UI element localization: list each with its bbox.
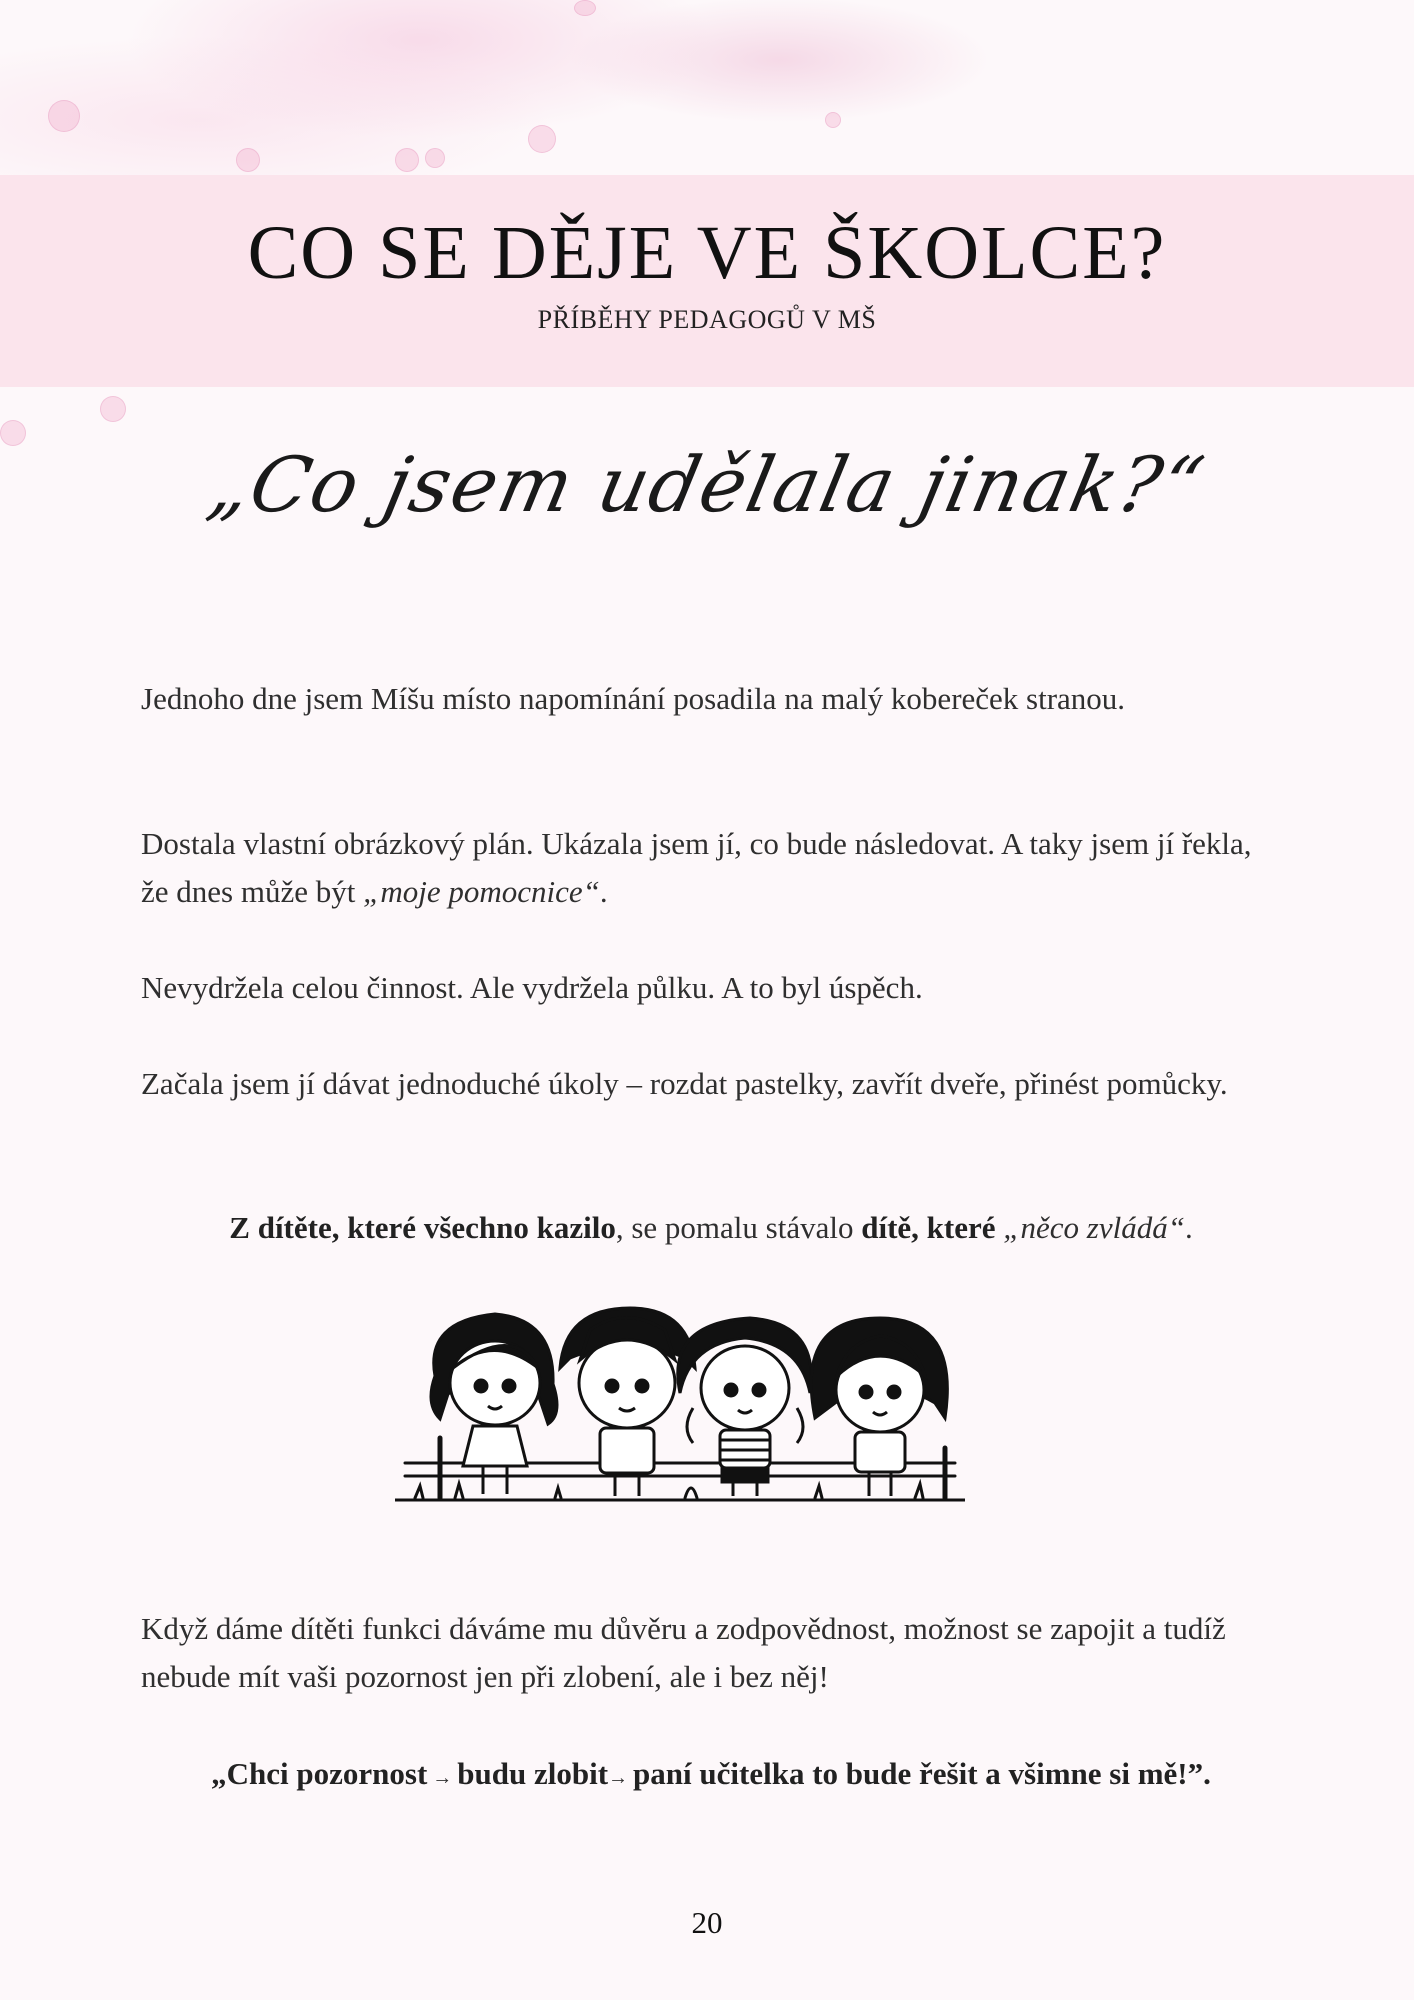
bubble-decoration: [425, 148, 445, 168]
watercolor-decoration: [0, 0, 1414, 200]
grass: [415, 1484, 923, 1498]
paragraph-1: Jednoho dne jsem Míšu místo napomínání posadila na malý kobereček stranou.: [141, 681, 1126, 716]
bubble-decoration: [825, 112, 841, 128]
bubble-decoration: [395, 148, 419, 172]
child-2: [560, 1308, 695, 1496]
paragraph-4: Začala jsem jí dávat jednoduché úkoly – rozdat pastelky, zavřít dveře, přinést pomůcky.: [141, 1066, 1228, 1101]
bubble-decoration: [100, 396, 126, 422]
page-title: CO SE DĚJE VE ŠKOLCE?: [247, 211, 1167, 295]
paragraph-3: Nevydržela celou činnost. Ale vydržela půlku. A to byl úspěch.: [141, 970, 923, 1005]
bubble-decoration: [48, 100, 80, 132]
arrow-icon: →: [608, 1767, 634, 1789]
paragraph-6: Když dáme dítěti funkci dáváme mu důvěru a zodpovědnost, možnost se zapojit a tudíž nebude mít vaši pozornost jen při zlobení, ale i bez něj!: [141, 1611, 1226, 1694]
paragraph-2-text: Dostala vlastní obrázkový plán. Ukázala jsem jí, co bude následovat. A taky jsem jí řekla, že dnes může být: [141, 826, 1252, 909]
bubble-decoration: [528, 125, 556, 153]
page-number: 20: [691, 1905, 723, 1940]
paragraph-5-mid: , se pomalu stávalo: [615, 1210, 862, 1245]
paragraph-7-part-c: paní učitelka to bude řešit a všimne si mě!”.: [633, 1756, 1211, 1791]
paragraph-5: [141, 1204, 1281, 1252]
paragraph-7: [141, 1750, 1281, 1802]
paragraph-5-bold-2: dítě, které: [861, 1210, 996, 1245]
paragraph-2-italic: „moje pomocnice“: [363, 874, 600, 909]
paragraph-2-end: .: [599, 874, 608, 909]
quote-heading: „Co jsem udělala jinak?“: [201, 440, 1213, 529]
header-band: [0, 175, 1414, 387]
paragraph-5-end: .: [1184, 1210, 1193, 1245]
bubble-decoration: [574, 0, 596, 16]
paragraph-7-part-b: budu zlobit: [457, 1756, 609, 1791]
paragraph-5-italic: „něco zvládá“: [1003, 1210, 1185, 1245]
children-illustration: [395, 1298, 965, 1508]
paragraph-7-part-a: „Chci pozornost: [211, 1756, 428, 1791]
arrow-icon: →: [427, 1767, 458, 1789]
bubble-decoration: [236, 148, 260, 172]
child-1: [431, 1314, 557, 1494]
child-4: [811, 1318, 947, 1496]
child-3: [678, 1318, 812, 1496]
paragraph-5-bold-1: Z dítěte, které všechno kazilo: [229, 1210, 616, 1245]
paragraph-2: [141, 820, 1281, 916]
page-subtitle: PŘÍBĚHY PEDAGOGŮ V MŠ: [537, 305, 877, 334]
